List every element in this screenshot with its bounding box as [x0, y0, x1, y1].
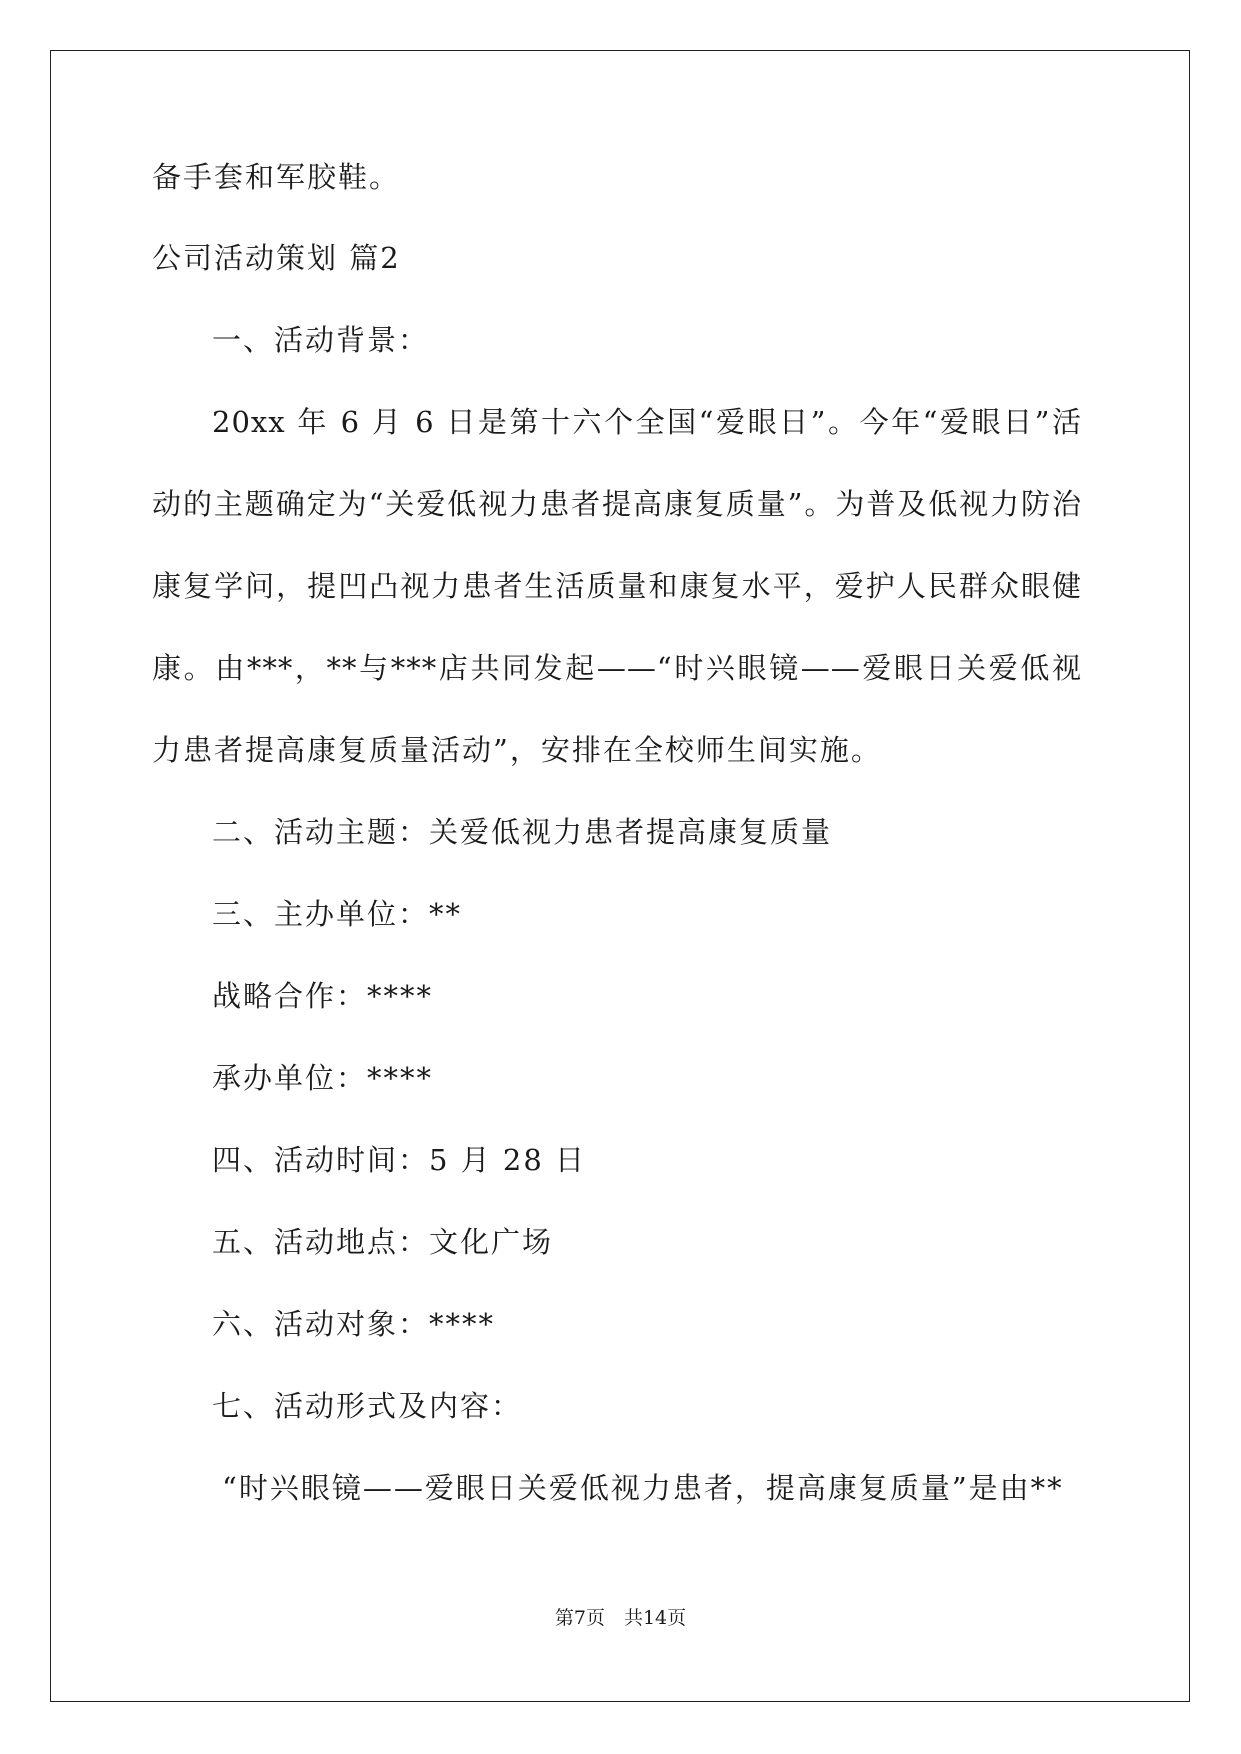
page-border [50, 50, 1190, 1702]
paragraph-line-2: 动的主题确定为“关爱低视力患者提高康复质量”。为普及低视力防治 [152, 487, 1082, 521]
heading-time: 四、活动时间：5 月 28 日 [212, 1143, 587, 1177]
paragraph-line-3: 康复学问，提凹凸视力患者生活质量和康复水平，爱护人民群众眼健 [152, 569, 1082, 603]
text-line-1: 备手套和军胶鞋。 [152, 160, 401, 194]
paragraph-line-4: 康。由***，**与***店共同发起——“时兴眼镜——爱眼日关爱低视 [152, 651, 1082, 685]
heading-background: 一、活动背景： [212, 323, 430, 357]
heading-format: 七、活动形式及内容： [212, 1389, 523, 1423]
paragraph-format-line: “时兴眼镜——爱眼日关爱低视力患者，提高康复质量”是由** [222, 1471, 1064, 1505]
heading-organizer: 三、主办单位：** [212, 897, 463, 931]
heading-audience: 六、活动对象：**** [212, 1307, 496, 1341]
paragraph-line-5: 力患者提高康复质量活动”，安排在全校师生间实施。 [152, 733, 882, 767]
co-organizer: 承办单位：**** [212, 1061, 434, 1095]
paragraph-line-1: 20xx 年 6 月 6 日是第十六个全国“爱眼日”。今年“爱眼日”活 [212, 405, 1082, 439]
page-number: 第7页 共14页 [554, 1607, 687, 1629]
heading-theme: 二、活动主题：关爱低视力患者提高康复质量 [212, 815, 833, 849]
strategic-partner: 战略合作：**** [212, 979, 434, 1013]
section-heading: 公司活动策划 篇2 [152, 241, 401, 275]
heading-location: 五、活动地点：文化广场 [212, 1225, 554, 1259]
